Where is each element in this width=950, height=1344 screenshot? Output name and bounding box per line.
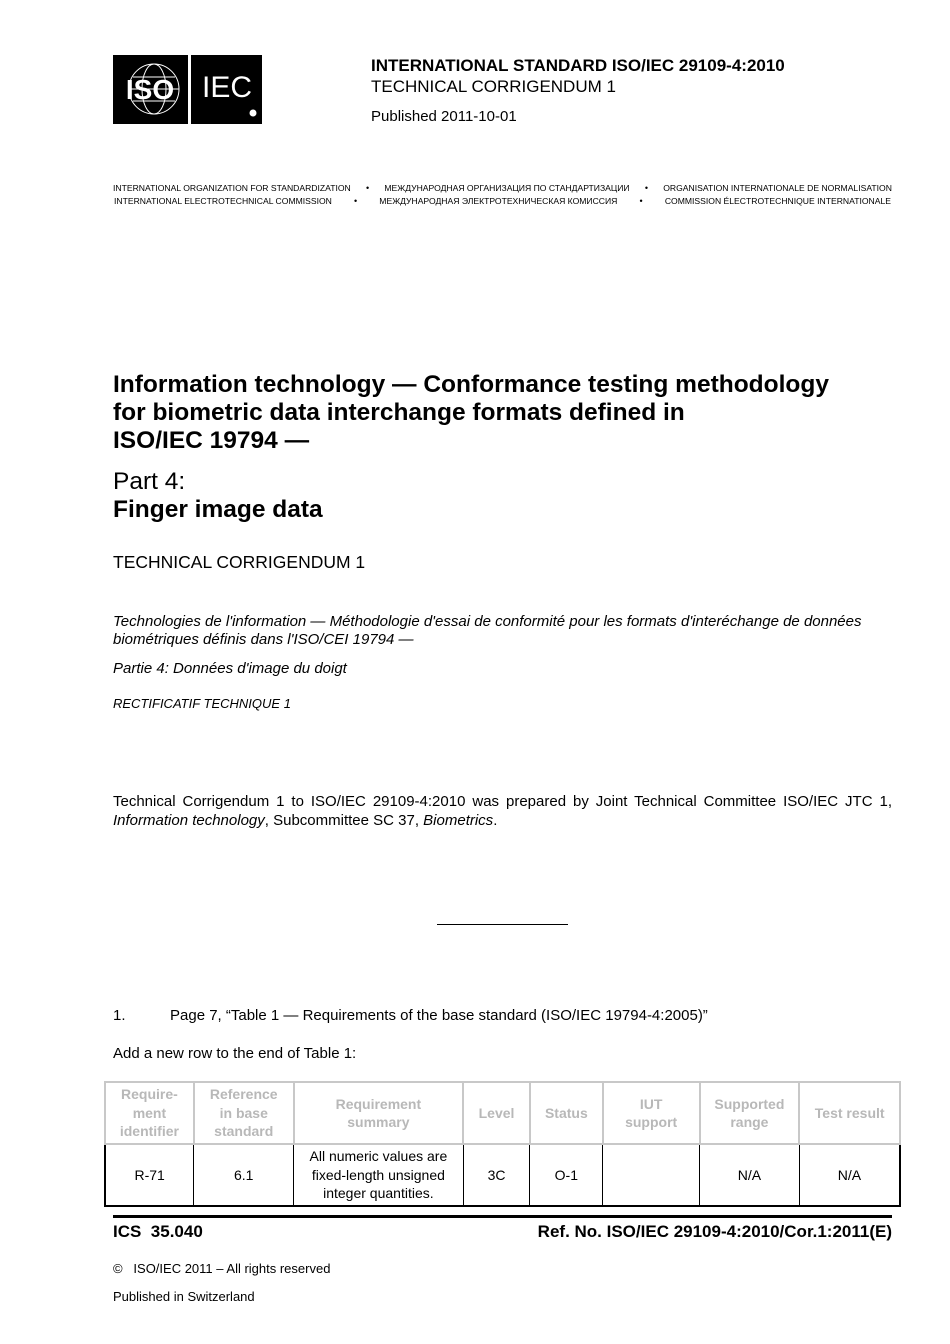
column-header: Require- ment identifier <box>105 1082 194 1144</box>
reference-number: Ref. No. ISO/IEC 29109-4:2010/Cor.1:2011(E) <box>537 1222 892 1241</box>
published-date: Published 2011-10-01 <box>371 108 517 125</box>
table-cell: All numeric values are fixed-length unsigned integer quantities. <box>294 1144 463 1206</box>
title-line: for biometric data interchange formats defined in <box>113 399 685 426</box>
org-name: ORGANISATION INTERNATIONALE DE NORMALISATION <box>663 183 892 193</box>
iec-logo <box>191 55 262 124</box>
title-line: Information technology — Conformance testing methodology <box>113 371 829 398</box>
item-number: 1. <box>113 1007 126 1024</box>
ics-code: ICS 35.040 <box>113 1222 203 1241</box>
prep-text: . <box>493 812 498 829</box>
column-header: Supported range <box>700 1082 800 1144</box>
column-header: Status <box>530 1082 603 1144</box>
part-label: Part 4: <box>113 468 186 495</box>
item-instruction: Add a new row to the end of Table 1: <box>113 1045 357 1062</box>
requirements-table <box>104 1081 901 1207</box>
table-cell <box>603 1144 700 1206</box>
french-corrigendum: RECTIFICATIF TECHNIQUE 1 <box>113 696 291 711</box>
column-header: Reference in base standard <box>194 1082 294 1144</box>
table-cell: N/A <box>799 1144 900 1206</box>
table-cell: 6.1 <box>194 1144 294 1206</box>
title-line: ISO/IEC 19794 — <box>113 427 310 454</box>
copyright: © ISO/IEC 2011 – All rights reserved <box>113 1261 331 1276</box>
french-part: Partie 4: Données d'image du doigt <box>113 660 347 677</box>
french-title: Technologies de l'information — Méthodologie d'essai de conformité pour les formats d'interéchange de données biométriques définis dans l'ISO/CEI 19794 — <box>113 613 862 648</box>
column-header: Requirement summary <box>294 1082 463 1144</box>
svg-text:IEC: IEC <box>201 71 253 104</box>
standard-subtitle: TECHNICAL CORRIGENDUM 1 <box>371 77 616 96</box>
document-title <box>113 371 893 455</box>
bullet-separator: • <box>354 196 358 206</box>
item-text: Page 7, “Table 1 — Requirements of the base standard (ISO/IEC 19794-4:2005)” <box>170 1007 708 1024</box>
bullet-separator: • <box>639 196 643 206</box>
organizations-row-2 <box>113 196 892 206</box>
part-title: Finger image data <box>113 496 323 523</box>
table-cell: O-1 <box>530 1144 603 1206</box>
org-name: COMMISSION ÉLECTROTECHNIQUE INTERNATIONALE <box>664 196 891 206</box>
org-name: МЕЖДУНАРОДНАЯ ОРГАНИЗАЦИЯ ПО СТАНДАРТИЗАЦИИ <box>384 183 630 193</box>
org-name: INTERNATIONAL ORGANIZATION FOR STANDARDIZATION <box>113 183 351 193</box>
published-in: Published in Switzerland <box>113 1289 255 1304</box>
column-header: Test result <box>799 1082 900 1144</box>
corrigendum-label: TECHNICAL CORRIGENDUM 1 <box>113 552 366 572</box>
svg-text:ISO: ISO <box>125 74 175 105</box>
prep-italic: Information technology <box>113 812 265 829</box>
org-name: МЕЖДУНАРОДНАЯ ЭЛЕКТРОТЕХНИЧЕСКАЯ КОМИССИЯ <box>379 196 618 206</box>
prep-italic: Biometrics <box>423 812 494 829</box>
table-header-row <box>105 1082 900 1144</box>
bullet-separator: • <box>366 183 370 193</box>
table-cell: R-71 <box>105 1144 194 1206</box>
column-header: IUT support <box>603 1082 700 1144</box>
prep-text: Technical Corrigendum 1 to ISO/IEC 29109-4:2010 was prepared by Joint Technical Committee ISO/IEC JTC 1, <box>113 793 892 810</box>
preparation-paragraph <box>113 792 892 830</box>
table-cell: 3C <box>463 1144 530 1206</box>
iso-logo <box>113 55 188 124</box>
standard-title: INTERNATIONAL STANDARD ISO/IEC 29109-4:2010 <box>371 56 785 75</box>
table-row <box>105 1144 900 1206</box>
separator-line <box>437 924 568 925</box>
prep-text: , Subcommittee SC 37, <box>264 812 424 829</box>
org-name: INTERNATIONAL ELECTROTECHNICAL COMMISSION <box>114 196 332 206</box>
footer-rule <box>113 1215 892 1218</box>
table-cell: N/A <box>700 1144 800 1206</box>
organizations-row-1 <box>113 183 892 193</box>
bullet-separator: • <box>644 183 648 193</box>
column-header: Level <box>463 1082 530 1144</box>
